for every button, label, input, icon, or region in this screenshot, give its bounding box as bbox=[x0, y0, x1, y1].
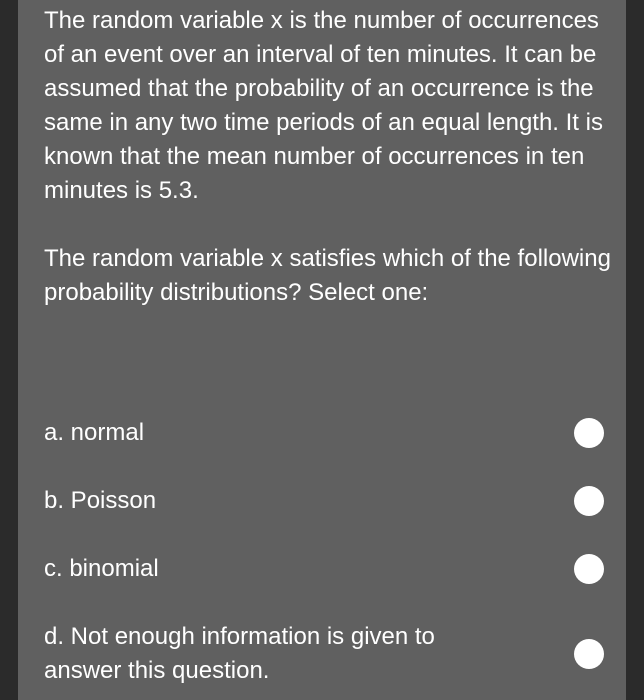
option-b-label: b. Poisson bbox=[44, 487, 157, 514]
question-card bbox=[18, 0, 626, 700]
question-prompt: The random variable x satisfies which of the following probability distributions? Select one: bbox=[44, 245, 611, 306]
option-d[interactable] bbox=[44, 620, 604, 688]
radio-button-icon[interactable] bbox=[574, 486, 604, 516]
option-b[interactable] bbox=[44, 484, 604, 518]
option-c-label: c. binomial bbox=[44, 555, 159, 582]
option-a-label: a. normal bbox=[44, 419, 145, 446]
option-d-label: d. Not enough information is given to answer this question. bbox=[44, 623, 435, 684]
radio-button-icon[interactable] bbox=[574, 639, 604, 669]
question-stem: The random variable x is the number of occurrences of an event over an interval of ten minutes. It can be assumed that the probability of an occurrence is the same in any two time periods of an equal length. It is known that the mean number of occurrences in ten minutes is 5.3. bbox=[44, 7, 603, 204]
option-a[interactable] bbox=[44, 416, 604, 450]
radio-button-icon[interactable] bbox=[574, 418, 604, 448]
radio-button-icon[interactable] bbox=[574, 554, 604, 584]
question-text-block bbox=[44, 4, 614, 310]
option-c[interactable] bbox=[44, 552, 604, 586]
